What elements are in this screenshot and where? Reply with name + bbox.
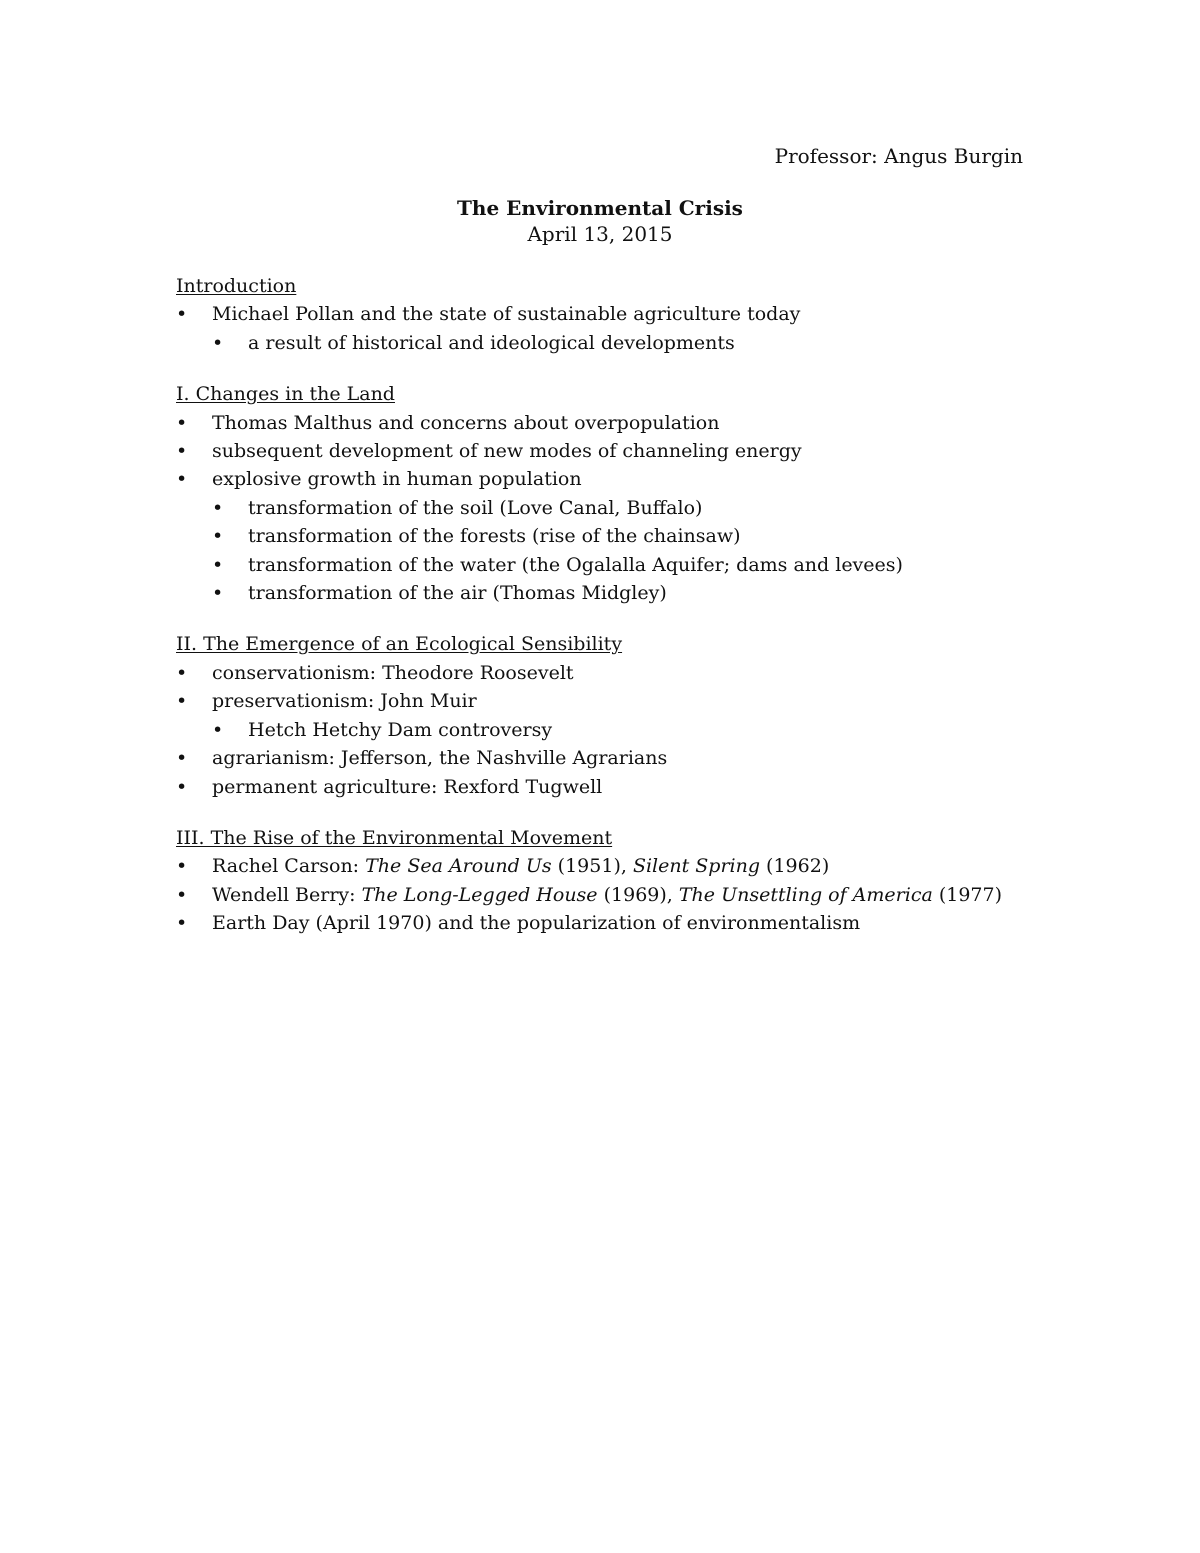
bullet-item [176,744,1036,772]
item-text: Michael Pollan and the state of sustainable agriculture today [212,303,801,326]
bullet-item [176,852,1036,880]
item-text: transformation of the forests (rise of the chainsaw) [248,525,741,548]
item-text: a result of historical and ideological developments [248,331,735,354]
bullet-item [176,437,1036,465]
bullet-item [176,909,1036,937]
section-heading: III. The Rise of the Environmental Movement [176,826,613,849]
bullet-icon: • [176,303,188,326]
item-text: transformation of the air (Thomas Midgley) [248,582,667,605]
outline-section [176,824,1036,938]
bullet-item [176,773,1036,801]
outline-section [176,272,1036,357]
bullet-icon: • [176,690,188,713]
item-text-part: Rachel Carson: [212,855,366,878]
item-text: Earth Day (April 1970) and the popularization of environmentalism [212,912,861,935]
professor-line: Professor: Angus Burgin [774,144,1023,168]
bullet-icon: • [176,912,188,935]
bullet-item [176,881,1036,909]
outline-section [176,630,1036,800]
bullet-icon: • [176,747,188,770]
item-text: subsequent development of new modes of channeling energy [212,440,802,463]
work-title: The Unsettling of America [678,883,933,906]
item-text-part: (1962) [760,855,830,878]
item-text-part: (1969), [597,883,679,906]
section-heading: Introduction [176,275,297,297]
work-title: The Long-Legged House [361,883,598,906]
item-text: Hetch Hetchy Dam controversy [248,718,553,741]
section-heading: II. The Emergence of an Ecological Sensibility [176,633,623,656]
bullet-icon: • [176,411,188,434]
bullet-item [176,687,1036,715]
work-title: The Sea Around Us [365,855,552,878]
bullet-icon: • [212,496,224,519]
sub-bullet-item [176,494,1036,522]
title-block [0,195,1200,247]
item-text: preservationism: John Muir [212,690,477,713]
item-text: explosive growth in human population [212,468,582,491]
bullet-icon: • [212,331,224,354]
item-text: Thomas Malthus and concerns about overpopulation [212,411,720,434]
item-text-part: (1951), [551,855,633,878]
bullet-icon: • [176,440,188,463]
sub-bullet-item [176,329,1036,357]
item-text: agrarianism: Jefferson, the Nashville Agrarians [212,747,668,770]
sub-bullet-item [176,579,1036,607]
work-title: Silent Spring [632,855,761,878]
item-text: permanent agriculture: Rexford Tugwell [212,775,603,798]
bullet-item [176,465,1036,493]
item-text-part: (1977) [932,883,1003,906]
outline-section [176,380,1036,607]
item-text: conservationism: Theodore Roosevelt [212,661,574,684]
item-text-part: Wendell Berry: [212,883,362,906]
bullet-item [176,659,1036,687]
bullet-icon: • [176,661,188,684]
sub-bullet-item [176,716,1036,744]
bullet-icon: • [176,468,188,491]
bullet-icon: • [176,883,188,906]
item-text: transformation of the water (the Ogalalla Aquifer; dams and levees) [248,553,903,576]
bullet-icon: • [212,553,224,576]
bullet-icon: • [212,582,224,605]
bullet-icon: • [176,775,188,798]
page-title: The Environmental Crisis [457,196,743,220]
sub-bullet-item [176,551,1036,579]
bullet-icon: • [212,718,224,741]
sub-bullet-item [176,522,1036,550]
bullet-item [176,409,1036,437]
item-text: transformation of the soil (Love Canal, Buffalo) [248,496,703,519]
bullet-icon: • [212,525,224,548]
bullet-item [176,300,1036,328]
lecture-outline [176,272,1036,961]
bullet-icon: • [176,855,188,878]
lecture-date: April 13, 2015 [527,222,673,246]
section-heading: I. Changes in the Land [176,383,395,406]
